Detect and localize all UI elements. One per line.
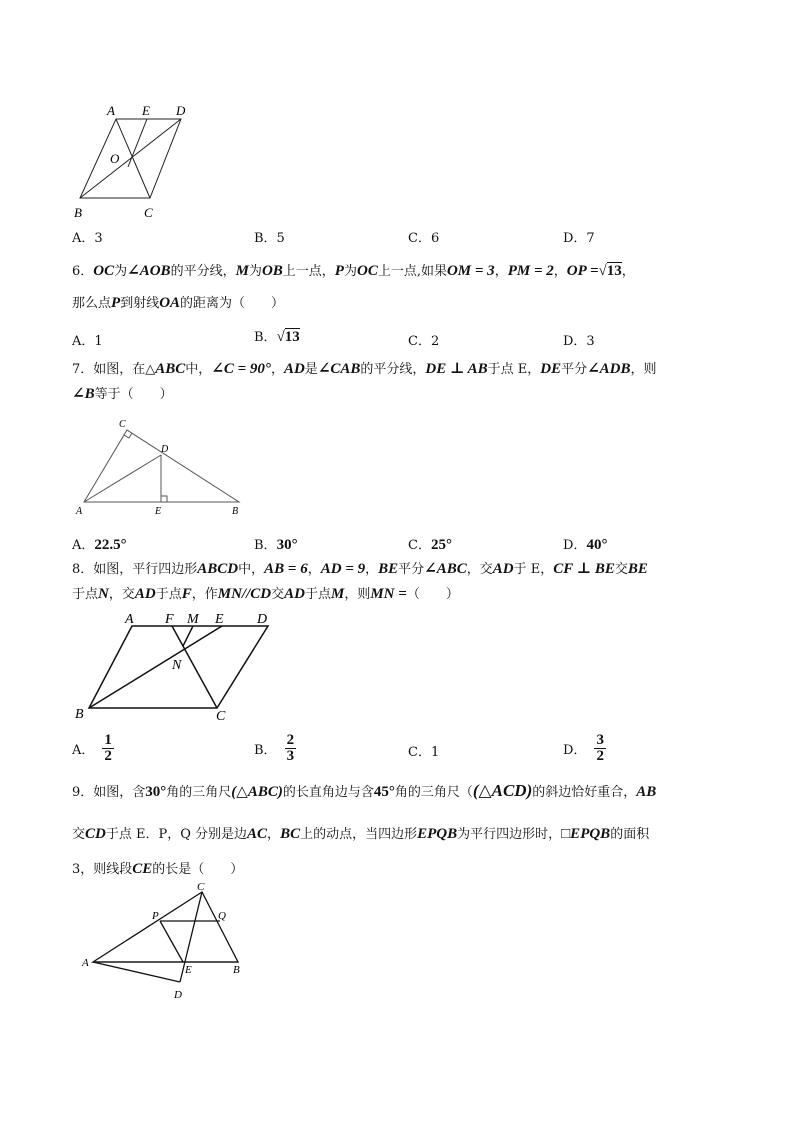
fig9-label-b: B: [233, 964, 240, 976]
fig9-label-e: E: [185, 964, 192, 976]
q7-option-d: D．40°: [563, 537, 608, 553]
triangle-figure-q9: [78, 880, 258, 1005]
q6-option-a: A．1: [72, 334, 103, 349]
fig9-label-c: C: [197, 881, 205, 893]
q8-option-d: D． $\frac{3}{2}$: [563, 732, 604, 764]
q6-option-d: D．3: [563, 334, 595, 349]
q7-stem-line2: ∠B等于（ ）: [72, 386, 173, 402]
parallelogram-figure-q5: [70, 100, 200, 225]
q8-option-a: A． $\frac{1}{2}$: [72, 732, 112, 764]
fig8-label-a: A: [125, 612, 134, 627]
fig8-label-b: B: [75, 707, 84, 722]
q5-option-b: B．5: [254, 231, 285, 246]
q6-option-c: C．2: [408, 334, 440, 349]
q8-option-b: B． $\frac{2}{3}$: [254, 732, 295, 764]
fig5-label-c: C: [144, 205, 153, 220]
q9-stem-line1: 9．如图，含30°角的三角尺(△ABC)的长直角边与含45°角的三角尺（(△ACD)的斜边恰好重合，AB: [72, 781, 657, 800]
fig7-label-a: A: [76, 506, 83, 517]
parallelogram-figure-q8: [72, 608, 282, 726]
q9-stem-line3: 3，则线段CE的长是（ ）: [72, 861, 244, 877]
fig8-label-e: E: [215, 612, 224, 627]
fig9-label-a: A: [82, 957, 89, 969]
q5-option-a: A．3: [72, 231, 103, 246]
q5-option-d: D．7: [563, 231, 595, 246]
fig7-label-c: C: [119, 419, 126, 430]
triangle-figure-q7: [72, 414, 252, 519]
fig5-label-d: D: [176, 103, 186, 118]
fig5-label-e: E: [142, 103, 150, 118]
fig7-label-d: D: [161, 444, 169, 455]
q7-option-b: B．30°: [254, 537, 298, 553]
q6-option-b: B．√13: [254, 329, 300, 345]
fig9-label-p: P: [152, 910, 159, 922]
fig8-label-f: F: [165, 612, 174, 627]
q7-stem-line1: 7．如图，在△ABC中，∠C = 90°，AD是∠CAB的平分线，DE ⊥ AB于点 E，DE平分∠ADB，则: [72, 361, 657, 377]
q8-stem-line2: 于点N，交AD于点F，作MN//CD交AD于点M，则MN =（ ）: [72, 586, 459, 602]
q6-stem-line2: 那么点P到射线OA的距离为（ ）: [72, 295, 285, 311]
fig5-label-a: A: [107, 103, 115, 118]
fig7-label-b: B: [232, 506, 239, 517]
fig8-label-n: N: [172, 658, 182, 673]
q7-option-a: A．22.5°: [72, 537, 127, 553]
fig9-label-q: Q: [218, 910, 226, 922]
q9-stem-line2: 交CD于点 E．P，Q 分别是边AC，BC上的动点，当四边形EPQB为平行四边形时，□EPQB的面积: [72, 826, 650, 842]
fig7-label-e: E: [155, 506, 162, 517]
q7-option-c: C．25°: [408, 537, 452, 553]
sqrt-symbol: √: [598, 263, 607, 279]
fig8-label-m: M: [187, 612, 199, 627]
fig5-label-o: O: [110, 151, 120, 166]
q5-option-c: C．6: [408, 231, 440, 246]
q6-stem-line1: 6．OC为∠AOB的平分线，M为OB上一点，P为OC上一点,如果OM = 3，PM = 2，OP =√13，: [72, 263, 635, 279]
q8-option-c: C．1: [408, 745, 440, 760]
fig8-label-d: D: [257, 612, 268, 627]
fig8-label-c: C: [216, 709, 226, 724]
fig5-label-b: B: [74, 205, 82, 220]
q8-stem-line1: 8．如图，平行四边形ABCD中，AB = 6，AD = 9，BE平分∠ABC，交AD于 E，CF ⊥ BE交BE: [72, 561, 648, 577]
fig9-label-d: D: [174, 989, 182, 1001]
